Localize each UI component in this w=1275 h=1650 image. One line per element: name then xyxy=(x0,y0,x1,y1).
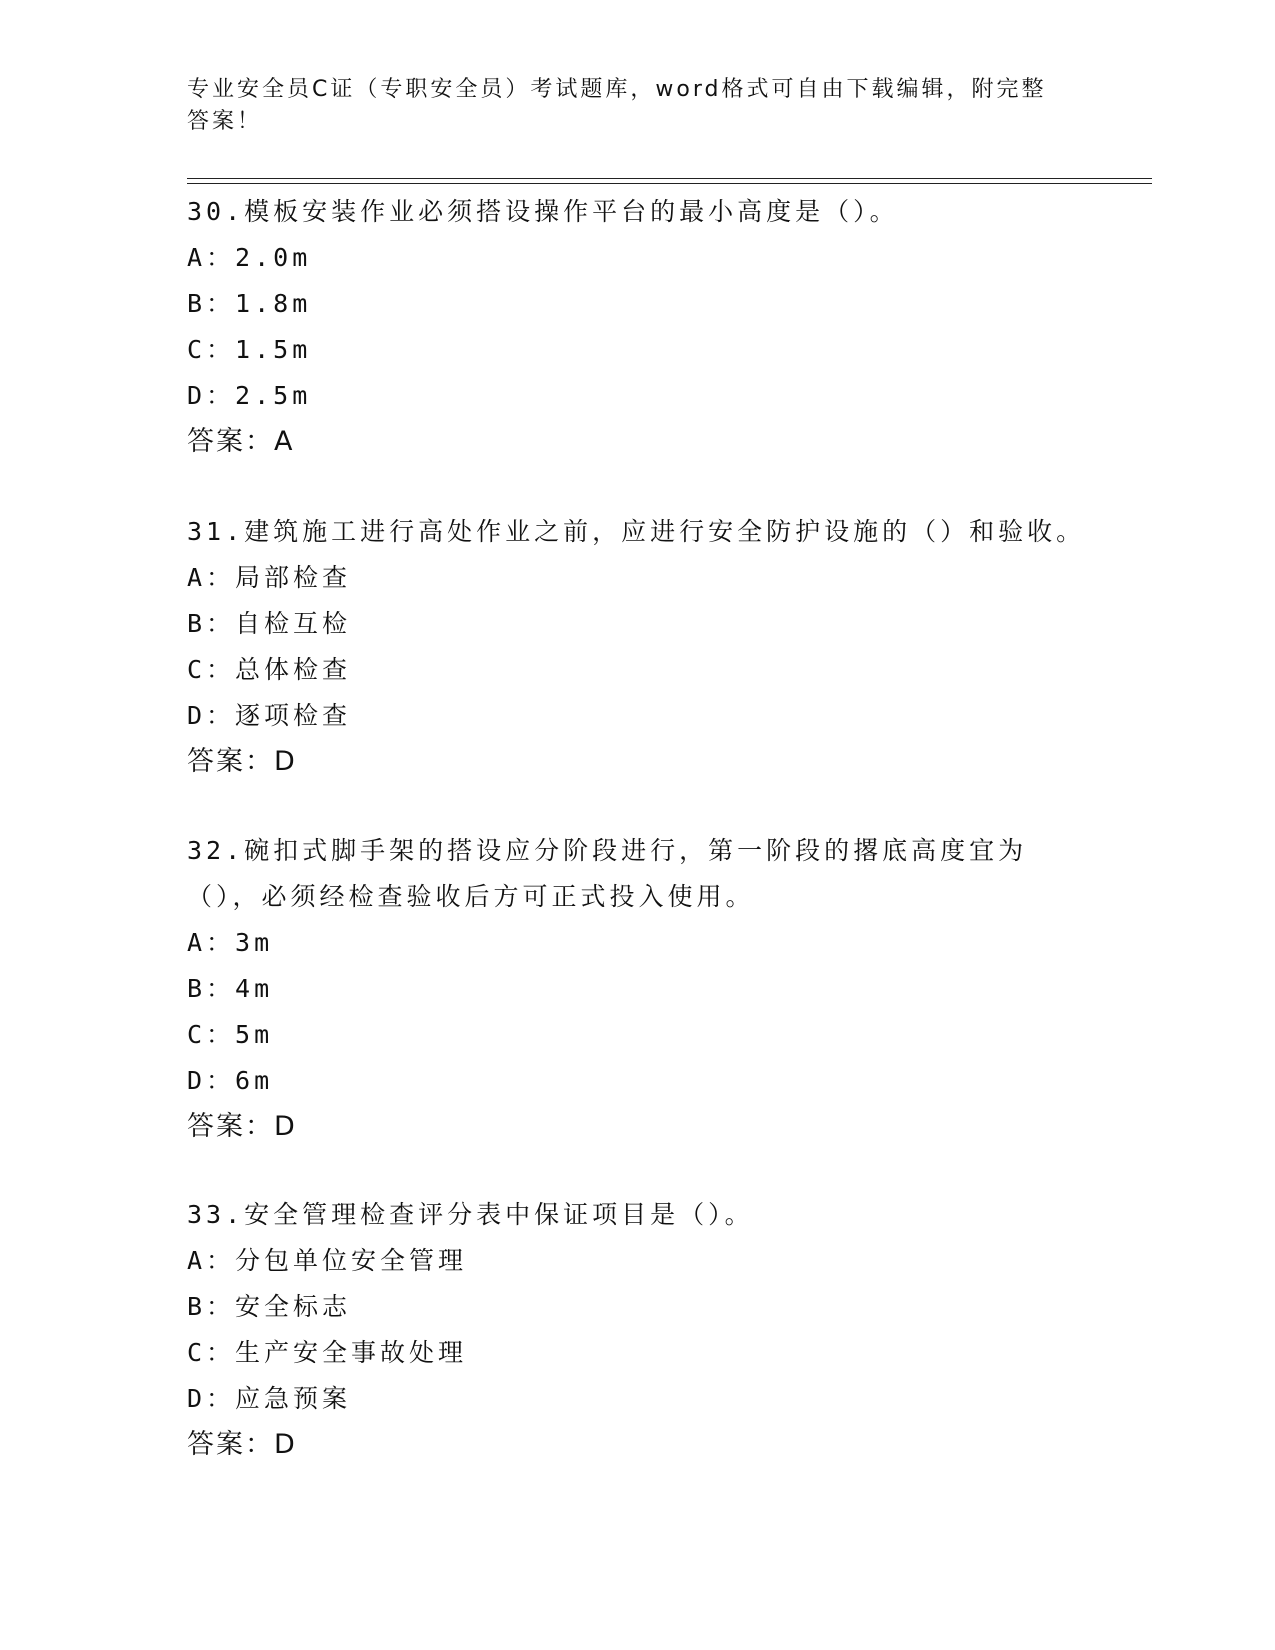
option-b: B：1.8m xyxy=(187,289,312,318)
option-a: A：局部检查 xyxy=(187,563,352,592)
option-c: C：总体检查 xyxy=(187,655,352,684)
question-33 xyxy=(187,1192,1087,1468)
question-32 xyxy=(187,828,1087,1150)
option-c: C：5m xyxy=(187,1020,274,1049)
answer-line: 答案：D xyxy=(187,1429,297,1460)
answer-line: 答案：A xyxy=(187,426,295,457)
option-a: A：分包单位安全管理 xyxy=(187,1246,468,1275)
option-a: A：2.0m xyxy=(187,243,312,272)
question-stem: 32.碗扣式脚手架的搭设应分阶段进行，第一阶段的撂底高度宜为（），必须经检查验收后方可正式投入使用。 xyxy=(187,836,1028,911)
option-b: B：自检互检 xyxy=(187,609,352,638)
question-stem: 30.模板安装作业必须搭设操作平台的最小高度是（）。 xyxy=(187,197,899,226)
question-stem: 33.安全管理检查评分表中保证项目是（）。 xyxy=(187,1200,754,1229)
option-c: C：生产安全事故处理 xyxy=(187,1338,468,1367)
option-a: A：3m xyxy=(187,928,274,957)
option-c: C：1.5m xyxy=(187,335,312,364)
option-d: D：6m xyxy=(187,1066,274,1095)
option-d: D：2.5m xyxy=(187,381,312,410)
option-d: D：应急预案 xyxy=(187,1384,352,1413)
option-d: D：逐项检查 xyxy=(187,701,352,730)
document-header: 专业安全员C证（专职安全员）考试题库，word格式可自由下载编辑，附完整答案！ xyxy=(187,77,1047,134)
header-rule-top xyxy=(187,178,1152,179)
answer-line: 答案：D xyxy=(187,1111,297,1142)
question-30 xyxy=(187,189,1087,465)
option-b: B：安全标志 xyxy=(187,1292,352,1321)
question-31 xyxy=(187,509,1087,785)
option-b: B：4m xyxy=(187,974,274,1003)
answer-line: 答案：D xyxy=(187,746,297,777)
question-stem: 31.建筑施工进行高处作业之前，应进行安全防护设施的（）和验收。 xyxy=(187,517,1086,546)
header-rule-bottom xyxy=(187,183,1152,184)
